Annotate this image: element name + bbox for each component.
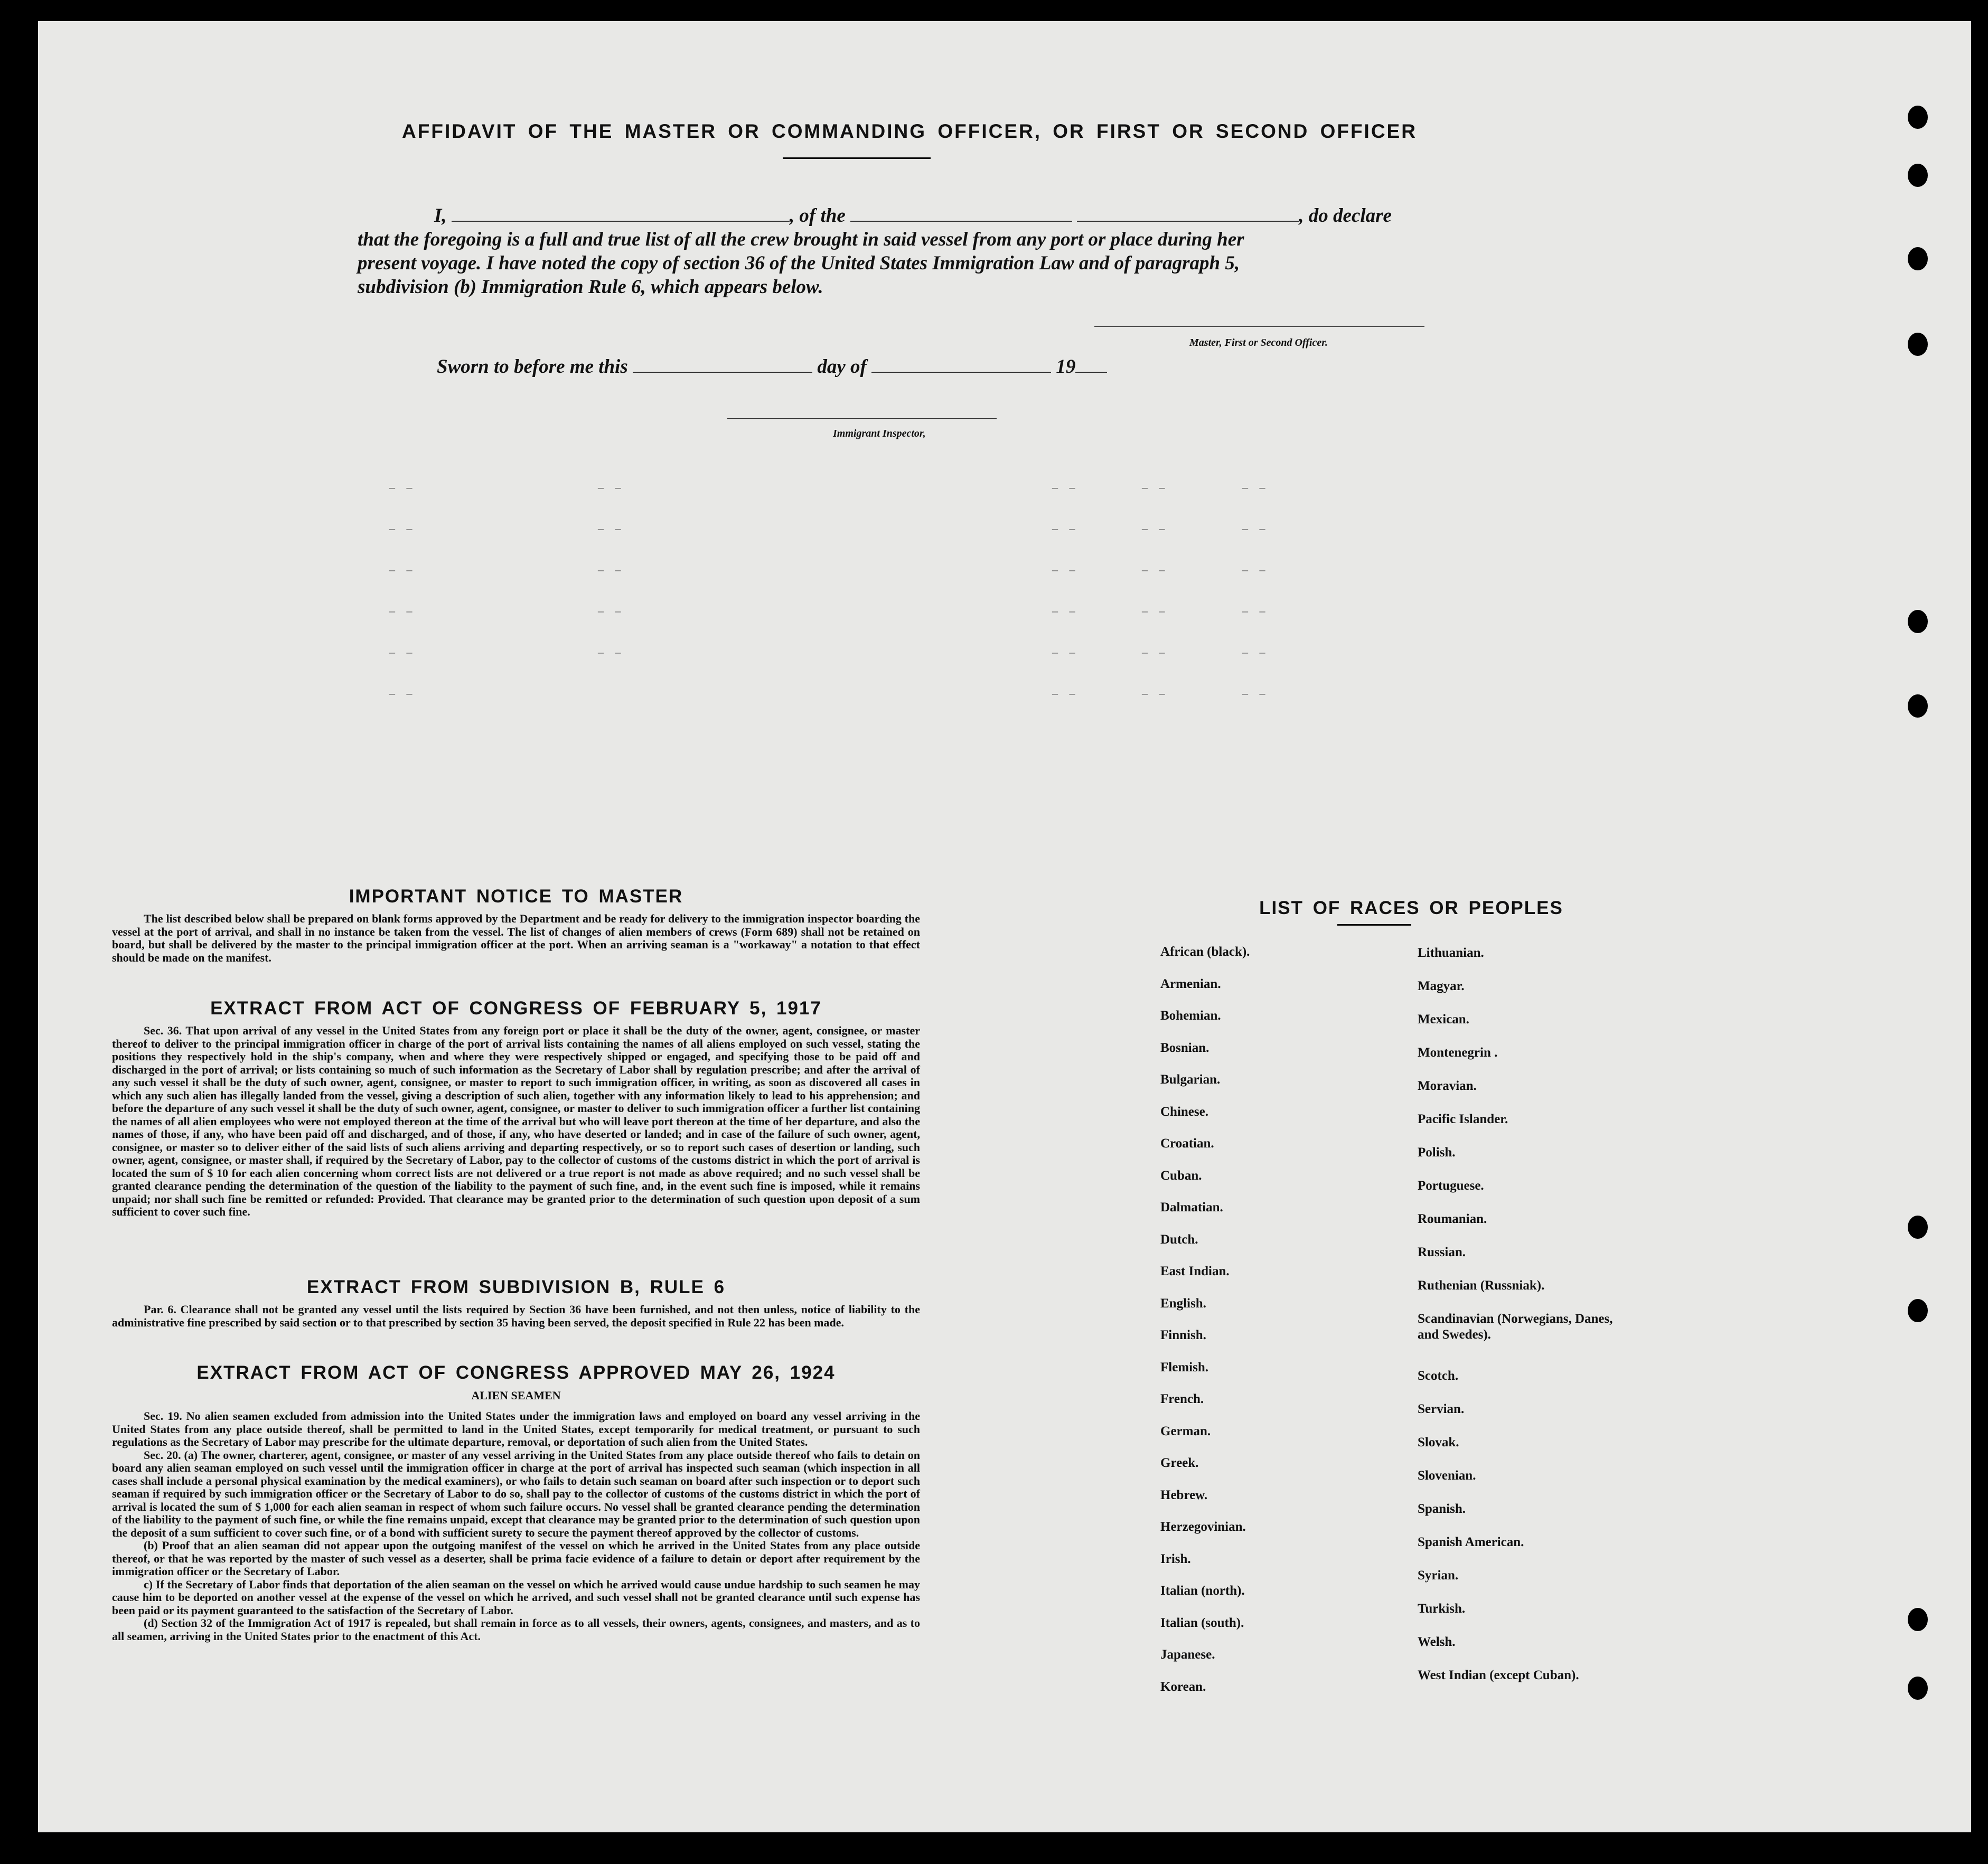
year-label: 19 (1056, 356, 1076, 378)
binder-hole (1908, 610, 1928, 633)
name-blank[interactable] (452, 206, 790, 222)
alien-seamen-subheading: ALIEN SEAMEN (471, 1389, 561, 1402)
race-item: Pacific Islander. (1418, 1112, 1508, 1126)
binder-hole (1908, 1608, 1928, 1631)
vessel-name-blank[interactable] (1077, 206, 1299, 222)
race-item: German. (1160, 1424, 1211, 1438)
race-item: Flemish. (1160, 1360, 1208, 1375)
race-item: English. (1160, 1296, 1206, 1311)
affidavit-do-declare: , do declare (1299, 205, 1392, 227)
affidavit-line-3: present voyage. I have noted the copy of section 36 of the United States Immigration Law and of paragraph 5, (358, 252, 1240, 274)
race-item: Mexican. (1418, 1012, 1469, 1027)
document-page (38, 21, 1971, 1832)
race-item: Turkish. (1418, 1602, 1466, 1616)
rule-6-paragraph: Par. 6. Clearance shall not be granted any vessel until the lists required by Section 36 have been furnished, and not then unless, notice of liability to the administrative fine prescribed by said section or to that prescribed by section 35 having been served, the deposit specified in Rule 22 has been made. (112, 1303, 920, 1329)
year-blank[interactable] (1075, 357, 1107, 373)
races-right-column (1418, 945, 1618, 1701)
extract-1924-heading: EXTRACT FROM ACT OF CONGRESS APPROVED MAY 26, 1924 (196, 1362, 836, 1383)
race-item: Roumanian. (1418, 1212, 1487, 1226)
vessel-blank[interactable] (850, 206, 1072, 222)
rule-6-heading: EXTRACT FROM SUBDIVISION B, RULE 6 (306, 1277, 726, 1297)
binder-hole (1908, 1299, 1928, 1322)
affidavit-line-2: that the foregoing is a full and true list of all the crew brought in said vessel from any port or place during her (358, 229, 1244, 250)
binder-hole (1908, 333, 1928, 356)
race-item: Armenian. (1160, 976, 1221, 991)
affidavit-line-4: subdivision (b) Immigration Rule 6, which appears below. (358, 276, 823, 298)
race-item: Ruthenian (Russniak). (1418, 1278, 1545, 1293)
race-item: Italian (south). (1160, 1615, 1244, 1630)
race-item: Dutch. (1160, 1232, 1198, 1247)
binder-hole (1908, 164, 1928, 187)
ghost-marks: – – – – – – – – – – – – (389, 481, 417, 700)
extract-1924-text (112, 1410, 920, 1643)
races-heading: LIST OF RACES OR PEOPLES (1259, 898, 1563, 918)
notice-text (112, 912, 920, 964)
race-item: Croatian. (1160, 1136, 1214, 1151)
ghost-marks: – – – – – – – – – – – – (1052, 481, 1080, 700)
race-item: African (black). (1160, 945, 1250, 959)
title-underline (783, 157, 931, 159)
section-20c-paragraph: c) If the Secretary of Labor finds that deportation of the alien seaman on the vessel on which he arrived would cause undue hardship to such seamen he may cause him to be deported on another vessel at the expense of the vessel on which he arrived, and such vessel shall not be granted clearance until such expense has been paid or its payment guaranteed to the satisfaction of the Secretary of Labor. (112, 1577, 920, 1617)
race-item: Greek. (1160, 1456, 1199, 1470)
race-item: Moravian. (1418, 1079, 1477, 1093)
race-item: Bohemian. (1160, 1009, 1221, 1023)
ghost-marks: – – – – – – – – – – – – (1142, 481, 1169, 700)
race-item: Hebrew. (1160, 1488, 1208, 1502)
race-item: Japanese. (1160, 1648, 1215, 1662)
race-item: Bosnian. (1160, 1040, 1209, 1055)
extract-1917-text (112, 1024, 920, 1219)
race-item: Portuguese. (1418, 1179, 1484, 1193)
race-item: Welsh. (1418, 1635, 1456, 1649)
day-blank[interactable] (633, 357, 812, 373)
race-item: Irish. (1160, 1551, 1191, 1566)
inspector-line[interactable] (727, 418, 997, 419)
section-19-paragraph: Sec. 19. No alien seamen excluded from admission into the United States under the immigration laws and employed on board any vessel arriving in the United States from any place outside thereof, shall be permitted to land in the United States, except temporarily for medical treatment, or pursuant to such regulations as the Secretary of Labor may prescribe for the ultimate departure, removal, or deportation of such alien from the United States. (112, 1409, 920, 1448)
race-item: Lithuanian. (1418, 946, 1484, 960)
races-heading-underline (1337, 924, 1411, 926)
race-item: Polish. (1418, 1145, 1456, 1160)
race-item: Korean. (1160, 1679, 1206, 1694)
race-item: Dalmatian. (1160, 1200, 1223, 1215)
binder-hole (1908, 1677, 1928, 1700)
month-blank[interactable] (871, 357, 1051, 373)
binder-hole (1908, 1216, 1928, 1239)
race-item: Spanish American. (1418, 1535, 1524, 1549)
binder-hole (1908, 694, 1928, 718)
section-20a-paragraph: Sec. 20. (a) The owner, charterer, agent, consignee, or master of any vessel arriving in the United States from any place outside thereof who fails to detain on board any alien seaman employed on such vessel until the immigration officer in charge at the port of arrival has inspected such seaman (which inspection in all cases shall include a personal physical examination by the medical examiners), or who fails to detain such seaman on board after such inspection or to deport such seaman if required by such immigration officer or the Secretary of Labor to do so, shall pay to the collector of customs of the customs district in which the port of arrival is located the sum of $ 1,000 for each alien seaman in respect of whom such failure occurs. No vessel shall be granted clearance pending the determination of the liability to the payment of such fine, or while the fine remains unpaid, except that clearance may be granted prior to the determination of such question upon the deposit of a sum sufficient to cover such fine, or of a bond with sufficient surety to secure the payment thereof approved by the collector of customs. (112, 1448, 920, 1539)
affidavit-text (358, 204, 1430, 299)
sworn-line (437, 355, 1107, 378)
race-item: East Indian. (1160, 1264, 1230, 1278)
race-item: Scotch. (1418, 1369, 1459, 1383)
binder-hole (1908, 106, 1928, 129)
section-20b-paragraph: (b) Proof that an alien seaman did not appear upon the outgoing manifest of the vessel on which he arrived in the United States from any place outside thereof, or that he was reported by the master of such vessel as a deserter, shall be prima facie evidence of a failure to detain or deport after requirement by the immigration officer or the Secretary of Labor. (112, 1539, 920, 1578)
section-36-paragraph: Sec. 36. That upon arrival of any vessel in the United States from any foreign port or place it shall be the duty of the owner, agent, consignee, or master thereof to deliver to the principal immigration officer in charge of the port of arrival lists containing the names of all aliens employed on such vessel, stating the positions they respectively hold in the ship's company, when and where they were respectively shipped or engaged, and specifying those to be paid off and discharged in the port of arrival; or lists containing so much of such information as the Secretary of Labor shall by regulation prescribe; and after the arrival of any such vessel it shall be the duty of such owner, agent, consignee, or master to report to such immigration officer, in writing, as soon as discovered all cases in which any such alien has illegally landed from the vessel, giving a description of such alien, together with any information likely to lead to his apprehension; and before the departure of any such vessel it shall be the duty of such owner, agent, consignee, or master to deliver to such immigration officer a further list containing the names of all alien employees who were not employed thereon at the time of the arrival but who will leave port thereon at the time of her departure, and also the names of those, if any, who have been paid off and discharged, and of those, if any, who have deserted or landed; and in case of the failure of such owner, agent, consignee, or master so to deliver either of the said lists of such aliens arriving and departing respectively, or so to report such cases of desertion or landing, such owner, agent, consignee, or master shall, if required by the Secretary of Labor, pay to the collector of customs of the customs district in which the port of arrival is located the sum of $ 10 for each alien concerning whom correct lists are not delivered or a true report is not made as above required; and no such vessel shall be granted clearance pending the determination of the question of the liability to the payment of such fine, and, in the event such fine is imposed, while it remains unpaid; nor shall such fine be remitted or refunded: Provided. That clearance may be granted prior to the determination of such question upon deposit of a sum sufficient to cover such fine. (112, 1024, 920, 1218)
extract-1917-heading: EXTRACT FROM ACT OF CONGRESS OF FEBRUARY 5, 1917 (210, 998, 822, 1019)
race-item: Cuban. (1160, 1168, 1202, 1183)
race-item: Finnish. (1160, 1328, 1206, 1342)
ghost-marks: – – – – – – – – – – (598, 481, 625, 658)
inspector-caption: Immigrant Inspector, (833, 428, 926, 439)
ghost-marks: – – – – – – – – – – – – (1242, 481, 1270, 700)
race-item: French. (1160, 1392, 1204, 1406)
notice-heading: IMPORTANT NOTICE TO MASTER (349, 886, 683, 907)
affidavit-of-the: , of the (789, 205, 846, 227)
races-left-column (1160, 944, 1372, 1711)
race-item: Servian. (1418, 1402, 1465, 1416)
affidavit-title: AFFIDAVIT OF THE MASTER OR COMMANDING OFFICER, OR FIRST OR SECOND OFFICER (402, 120, 1417, 142)
race-item: Slovenian. (1418, 1468, 1476, 1483)
affidavit-pronoun: I, (434, 205, 447, 227)
race-item: West Indian (except Cuban). (1418, 1668, 1579, 1682)
rule-6-text (112, 1303, 920, 1329)
notice-paragraph: The list described below shall be prepared on blank forms approved by the Department and be ready for delivery to the immigration inspector boarding the vessel at the port of arrival, and shall in no instance be taken from the vessel. The list of changes of alien members of crews (Form 689) shall not be retained on board, but shall be delivered by the master to the principal immigration officer at the port. When an arriving seaman is a "workaway" a notation to that effect should be made on the manifest. (112, 912, 920, 964)
race-item: Syrian. (1418, 1568, 1459, 1583)
signature-line[interactable] (1094, 326, 1424, 327)
race-item: Chinese. (1160, 1104, 1208, 1119)
race-item: Montenegrin . (1418, 1046, 1498, 1060)
race-item: Herzegovinian. (1160, 1520, 1246, 1534)
race-item: Bulgarian. (1160, 1072, 1221, 1087)
section-20d-paragraph: (d) Section 32 of the Immigration Act of 1917 is repealed, but shall remain in force as to all vessels, their owners, agents, consignees, and masters, and as to all seamen, arriving in the United States prior to the enactment of this Act. (112, 1616, 920, 1643)
sworn-label: Sworn to before me this (437, 356, 628, 378)
binder-hole (1908, 247, 1928, 270)
day-of-label: day of (817, 356, 867, 378)
race-item: Russian. (1418, 1245, 1466, 1259)
master-caption: Master, First or Second Officer. (1189, 337, 1328, 349)
race-item: Italian (north). (1160, 1584, 1245, 1598)
race-item: Spanish. (1418, 1502, 1466, 1516)
race-item: Slovak. (1418, 1435, 1459, 1449)
race-item: Magyar. (1418, 979, 1465, 993)
race-item: Scandinavian (Norwegians, Danes, and Swedes). (1418, 1312, 1613, 1342)
